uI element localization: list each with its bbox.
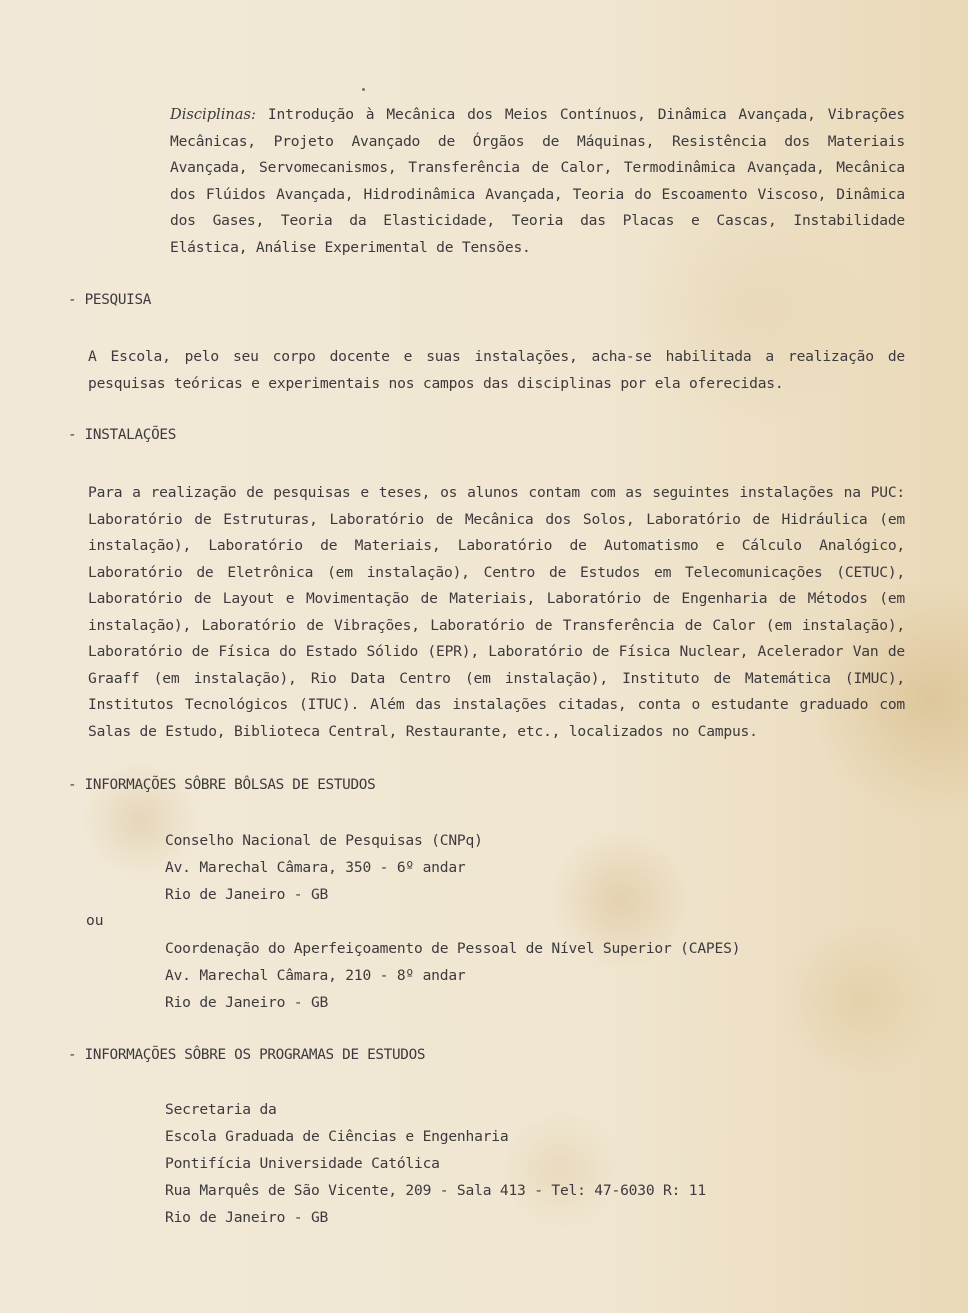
pesquisa-paragraph: A Escola, pelo seu corpo docente e suas instalações, acha-se habilitada a realização de pesquisas teóricas e experimentais nos campos das disciplinas por ela oferecidas. <box>88 348 905 392</box>
disciplinas-label: Disciplinas: <box>170 106 256 123</box>
secretaria-line: Secretaria da <box>165 1101 277 1118</box>
capes-line: Rio de Janeiro - GB <box>165 994 329 1011</box>
capes-line: Coordenação do Aperfeiçoamento de Pessoal de Nível Superior (CAPES) <box>165 940 741 957</box>
instalacoes-paragraph: Para a realização de pesquisas e teses, os alunos contam com as seguintes instalações na PUC: Laboratório de Estruturas, Laboratório de Mecânica dos Solos, Laboratório de Hidráulica (em instalação), Laboratório de Materiais, Laboratório de Automatismo e Cálculo Analógico, Laboratório de Eletrônica (em instalação), Centro de Estudos em Telecomunicações (CETUC), Laboratório de Layout e Movimentação de Materiais, Laboratório de Engenharia de Métodos (em instalação), Laboratório de Vibrações, Laboratório de Transferência de Calor (em instalação), Laboratório de Física do Estado Sólido (EPR), Laboratório de Física Nuclear, Acelerador Van de Graaff (em instalação), Rio Data Centro (em instalação), Instituto de Matemática (IMUC), Institutos Tecnológicos (ITUC). Além das instalações citadas, conta o estudante graduado com Salas de Estudo, Biblioteca Central, Restaurante, etc., localizados no Campus. <box>88 484 905 740</box>
connector-ou: ou <box>86 912 104 929</box>
secretaria-line: Pontifícia Universidade Católica <box>165 1155 440 1172</box>
disciplinas-text: Introdução à Mecânica dos Meios Contínuos, Dinâmica Avançada, Vibrações Mecânicas, Projeto Avançado de Órgãos de Máquinas, Resistência dos Materiais Avançada, Servomecanismos, Transferência de Calor, Termodinâmica Avançada, Mecânica dos Flúidos Avançada, Hidrodinâmica Avançada, Teoria do Escoamento Viscoso, Dinâmica dos Gases, Teoria da Elasticidade, Teoria das Placas e Cascas, Instabilidade Elástica, Análise Experimental de Tensões. <box>170 106 905 256</box>
secretaria-line: Escola Graduada de Ciências e Engenharia <box>165 1128 509 1145</box>
secretaria-line: Rua Marquês de São Vicente, 209 - Sala 413 - Tel: 47-6030 R: 11 <box>165 1182 706 1199</box>
bolsas-heading: - INFORMAÇÕES SÔBRE BÔLSAS DE ESTUDOS <box>68 777 376 793</box>
pesquisa-heading: - PESQUISA <box>68 292 152 308</box>
secretaria-line: Rio de Janeiro - GB <box>165 1209 329 1226</box>
ink-speck <box>362 88 365 91</box>
disciplinas-paragraph <box>170 102 905 261</box>
programas-heading: - INFORMAÇÕES SÔBRE OS PROGRAMAS DE ESTUDOS <box>68 1047 426 1063</box>
cnpq-line: Conselho Nacional de Pesquisas (CNPq) <box>165 832 483 849</box>
capes-line: Av. Marechal Câmara, 210 - 8º andar <box>165 967 466 984</box>
cnpq-line: Av. Marechal Câmara, 350 - 6º andar <box>165 859 466 876</box>
cnpq-line: Rio de Janeiro - GB <box>165 886 329 903</box>
instalacoes-heading: - INSTALAÇÕES <box>68 427 176 443</box>
